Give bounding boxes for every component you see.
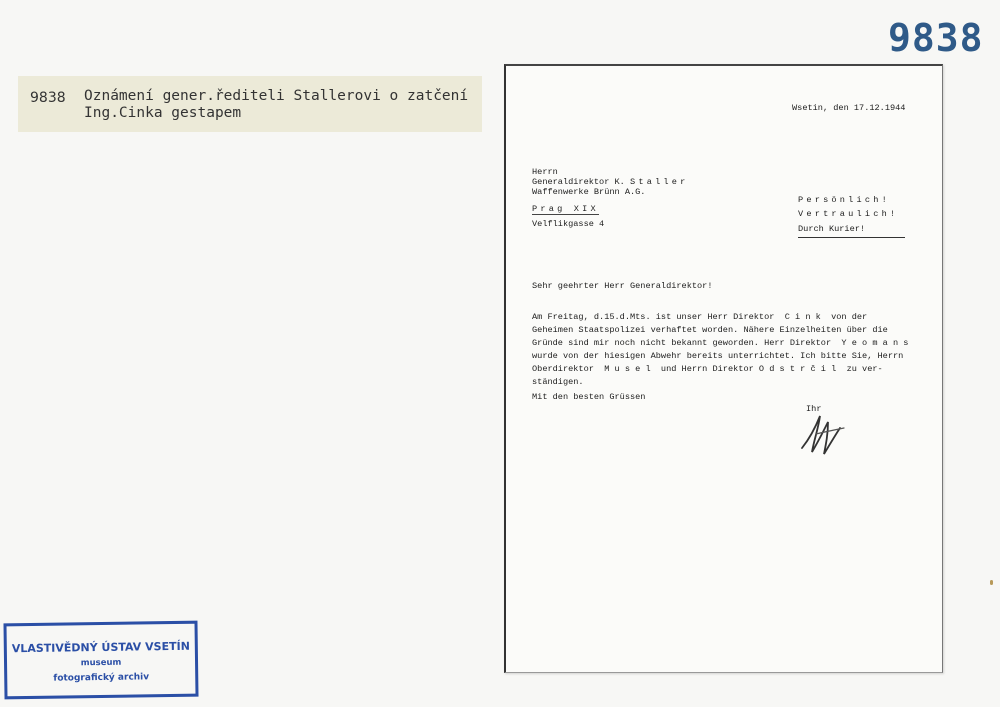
handwritten-signature (794, 404, 854, 464)
body-line: ständigen. (532, 377, 584, 387)
letter-document (504, 64, 943, 673)
archive-stamp (3, 621, 198, 700)
body-line: Oberdirektor M u s e l und Herrn Direktor O d s t r č i l zu ver- (532, 364, 883, 374)
address-street: Velflikgasse 4 (532, 219, 605, 229)
address-salutation: Herrn (532, 167, 558, 177)
body-line: wurde von der hiesigen Abwehr bereits unterrichtet. Ich bitte Sie, Herrn (532, 351, 904, 361)
caption-text (84, 88, 484, 122)
address-company: Waffenwerke Brünn A.G. (532, 187, 646, 197)
letter-place-date: Wsetin, den 17.12.1944 (792, 103, 906, 113)
address-city: Prag XIX (532, 204, 599, 214)
address-name-prefix: Generaldirektor K. (532, 177, 625, 187)
body-line: Gründe sind mir noch nicht bekannt geworden. Herr Direktor Y e o m a n s (532, 338, 909, 348)
sheet-number: 9838 (888, 16, 984, 60)
letter-closing: Mit den besten Grüssen (532, 392, 646, 402)
note-confidential: Vertraulich! (798, 209, 899, 219)
note-courier: Durch Kurier! (798, 223, 905, 238)
address-name: Staller (630, 177, 689, 187)
caption-line: Oznámení gener.řediteli Stallerovi o zatčení (84, 88, 469, 104)
paper-mark (990, 580, 993, 585)
caption-label (18, 76, 482, 132)
note-personal: Persönlich! (798, 195, 890, 205)
stamp-line: museum (80, 657, 122, 669)
letter-greeting: Sehr geehrter Herr Generaldirektor! (532, 281, 713, 291)
body-line: Geheimen Staatspolizei verhaftet worden. Nähere Einzelheiten über die (532, 325, 888, 335)
body-line: Am Freitag, d.15.d.Mts. ist unser Herr Direktor C i n k von der (532, 312, 868, 322)
stamp-line: fotografický archiv (53, 672, 150, 684)
letter-sign-label: Ihr (806, 404, 822, 414)
caption-line: Ing.Cinka gestapem (84, 105, 242, 121)
caption-number: 9838 (30, 90, 66, 106)
stamp-line: VLASTIVĚDNÝ ÚSTAV VSETÍN (11, 639, 190, 656)
